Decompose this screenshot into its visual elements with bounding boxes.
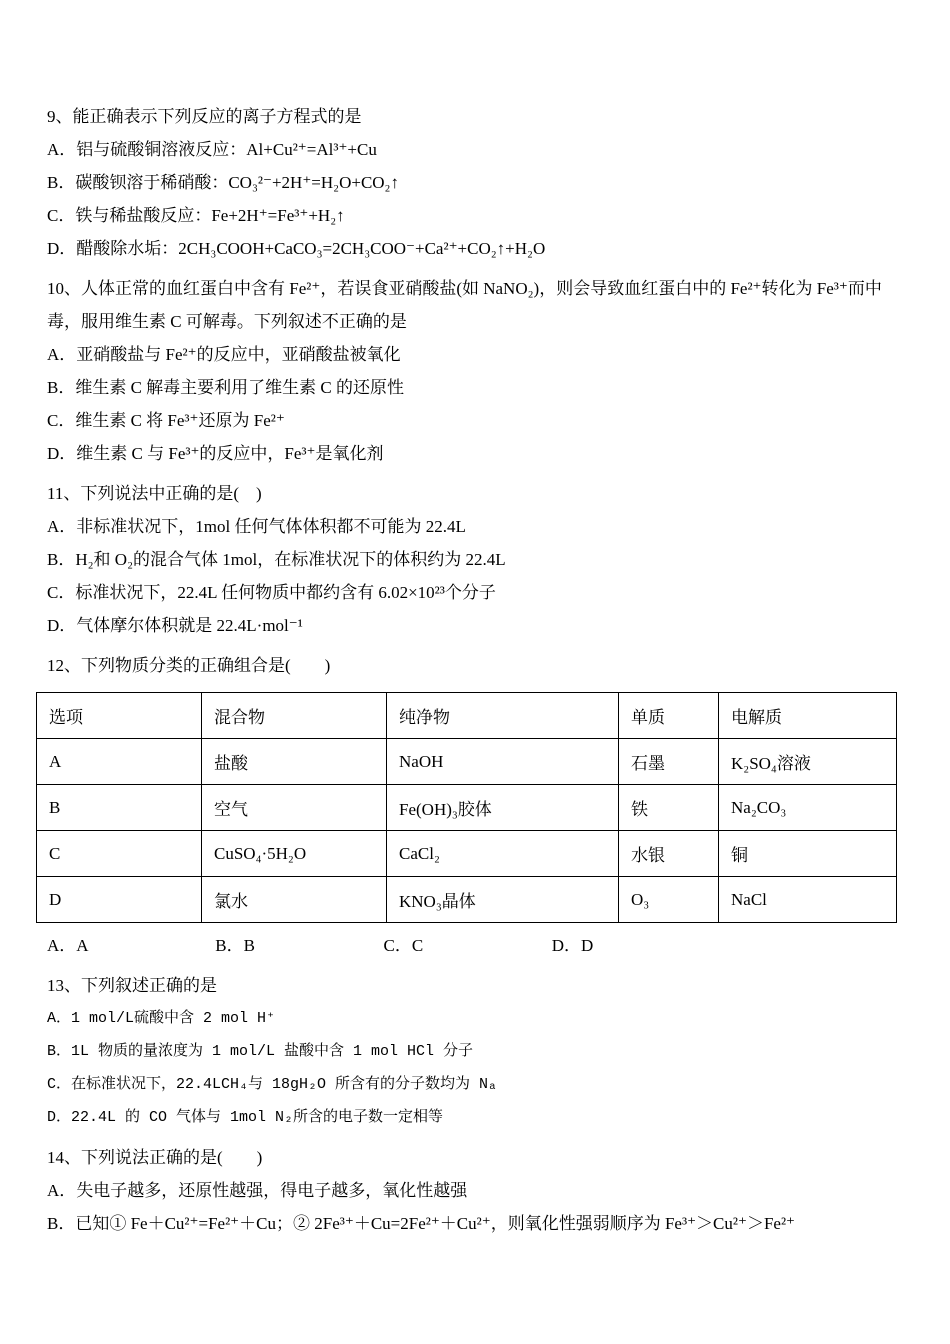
question-12 [47,649,900,962]
question-9-option-c: C．铁与稀盐酸反应：Fe+2H⁺=Fe³⁺+H₂↑ [47,206,345,225]
table-cell: B [37,785,202,831]
question-11-option-d: D．气体摩尔体积就是 22.4L·mol⁻¹ [47,616,303,635]
table-header-cell: 混合物 [202,693,387,739]
question-11-option-a: A．非标准状况下，1mol 任何气体体积都不可能为 22.4L [47,517,466,536]
table-cell: KNO₃晶体 [387,877,619,923]
table-cell: 铁 [619,785,719,831]
table-cell: CaCl₂ [387,831,619,877]
question-10-option-b: B．维生素 C 解毒主要利用了维生素 C 的还原性 [47,378,405,397]
table-cell: 盐酸 [202,739,387,785]
question-9-option-d: D．醋酸除水垢：2CH₃COOH+CaCO₃=2CH₃COO⁻+Ca²⁺+CO₂↑+H₂O [47,239,546,258]
question-10-option-c: C．维生素 C 将 Fe³⁺还原为 Fe²⁺ [47,411,285,430]
table-cell: D [37,877,202,923]
question-14-option-b: B．已知① Fe＋Cu²⁺=Fe²⁺＋Cu；② 2Fe³⁺＋Cu=2Fe²⁺＋Cu²⁺，则氧化性强弱顺序为 Fe³⁺＞Cu²⁺＞Fe²⁺ [47,1214,796,1233]
table-cell: CuSO₄·5H₂O [202,831,387,877]
table-cell: NaCl [719,877,897,923]
question-9-option-a: A．铝与硫酸铜溶液反应：Al+Cu²⁺=Al³⁺+Cu [47,140,377,159]
question-9-option-b: B．碳酸钡溶于稀硝酸：CO₃²⁻+2H⁺=H₂O+CO₂↑ [47,173,399,192]
table-cell: C [37,831,202,877]
table-cell: 铜 [719,831,897,877]
question-12-answer-row [47,929,900,962]
table-cell: K₂SO₄溶液 [719,739,897,785]
table-header-cell: 单质 [619,693,719,739]
table-cell: 氯水 [202,877,387,923]
question-10 [47,272,900,470]
table-cell: NaOH [387,739,619,785]
table-cell: 空气 [202,785,387,831]
question-13-option-c: C．在标准状况下，22.4LCH₄与 18gH₂O 所含有的分子数均为 Nₐ [47,1076,498,1093]
table-cell: A [37,739,202,785]
table-cell: O₃ [619,877,719,923]
question-13-option-d: D．22.4L 的 CO 气体与 1mol N₂所含的电子数一定相等 [47,1109,444,1126]
table-row [37,739,897,785]
table-header-cell: 纯净物 [387,693,619,739]
answer-choice-a: A．A [47,936,89,955]
table-cell: Na₂CO₃ [719,785,897,831]
question-11-stem: 11、下列说法中正确的是( ) [47,484,262,503]
question-14-stem: 14、下列说法正确的是( ) [47,1148,263,1167]
table-header-row [37,693,897,739]
answer-choice-b: B．B [215,936,255,955]
question-10-option-a: A．亚硝酸盐与 Fe²⁺的反应中，亚硝酸盐被氧化 [47,345,401,364]
table-header-cell: 选项 [37,693,202,739]
question-10-option-d: D．维生素 C 与 Fe³⁺的反应中，Fe³⁺是氧化剂 [47,444,384,463]
table-row [37,877,897,923]
table-header-cell: 电解质 [719,693,897,739]
question-13 [47,969,900,1134]
question-9 [47,100,900,265]
table-cell: Fe(OH)₃胶体 [387,785,619,831]
question-13-stem: 13、下列叙述正确的是 [47,976,217,995]
table-row [37,785,897,831]
answer-choice-d: D．D [551,936,594,955]
table-cell: 水银 [619,831,719,877]
question-12-stem: 12、下列物质分类的正确组合是( ) [47,656,331,675]
question-13-option-b: B．1L 物质的量浓度为 1 mol/L 盐酸中含 1 mol HCl 分子 [47,1043,474,1060]
table-cell: 石墨 [619,739,719,785]
question-11 [47,477,900,642]
table-row [37,831,897,877]
classification-table [36,692,897,923]
question-9-stem: 9、能正确表示下列反应的离子方程式的是 [47,107,362,126]
question-11-option-b: B．H₂和 O₂的混合气体 1mol，在标准状况下的体积约为 22.4L [47,550,506,569]
question-11-option-c: C．标准状况下，22.4L 任何物质中都约含有 6.02×10²³个分子 [47,583,496,602]
question-10-stem: 10、人体正常的血红蛋白中含有 Fe²⁺，若误食亚硝酸盐(如 NaNO₂)，则会导致血红蛋白中的 Fe²⁺转化为 Fe³⁺而中毒，服用维生素 C 可解毒。下列叙述不正确的是 [47,279,882,331]
answer-choice-c: C．C [383,936,424,955]
question-13-option-a: A．1 mol/L硫酸中含 2 mol H⁺ [47,1010,276,1027]
question-14-option-a: A．失电子越多，还原性越强，得电子越多，氧化性越强 [47,1181,468,1200]
question-14 [47,1141,900,1240]
